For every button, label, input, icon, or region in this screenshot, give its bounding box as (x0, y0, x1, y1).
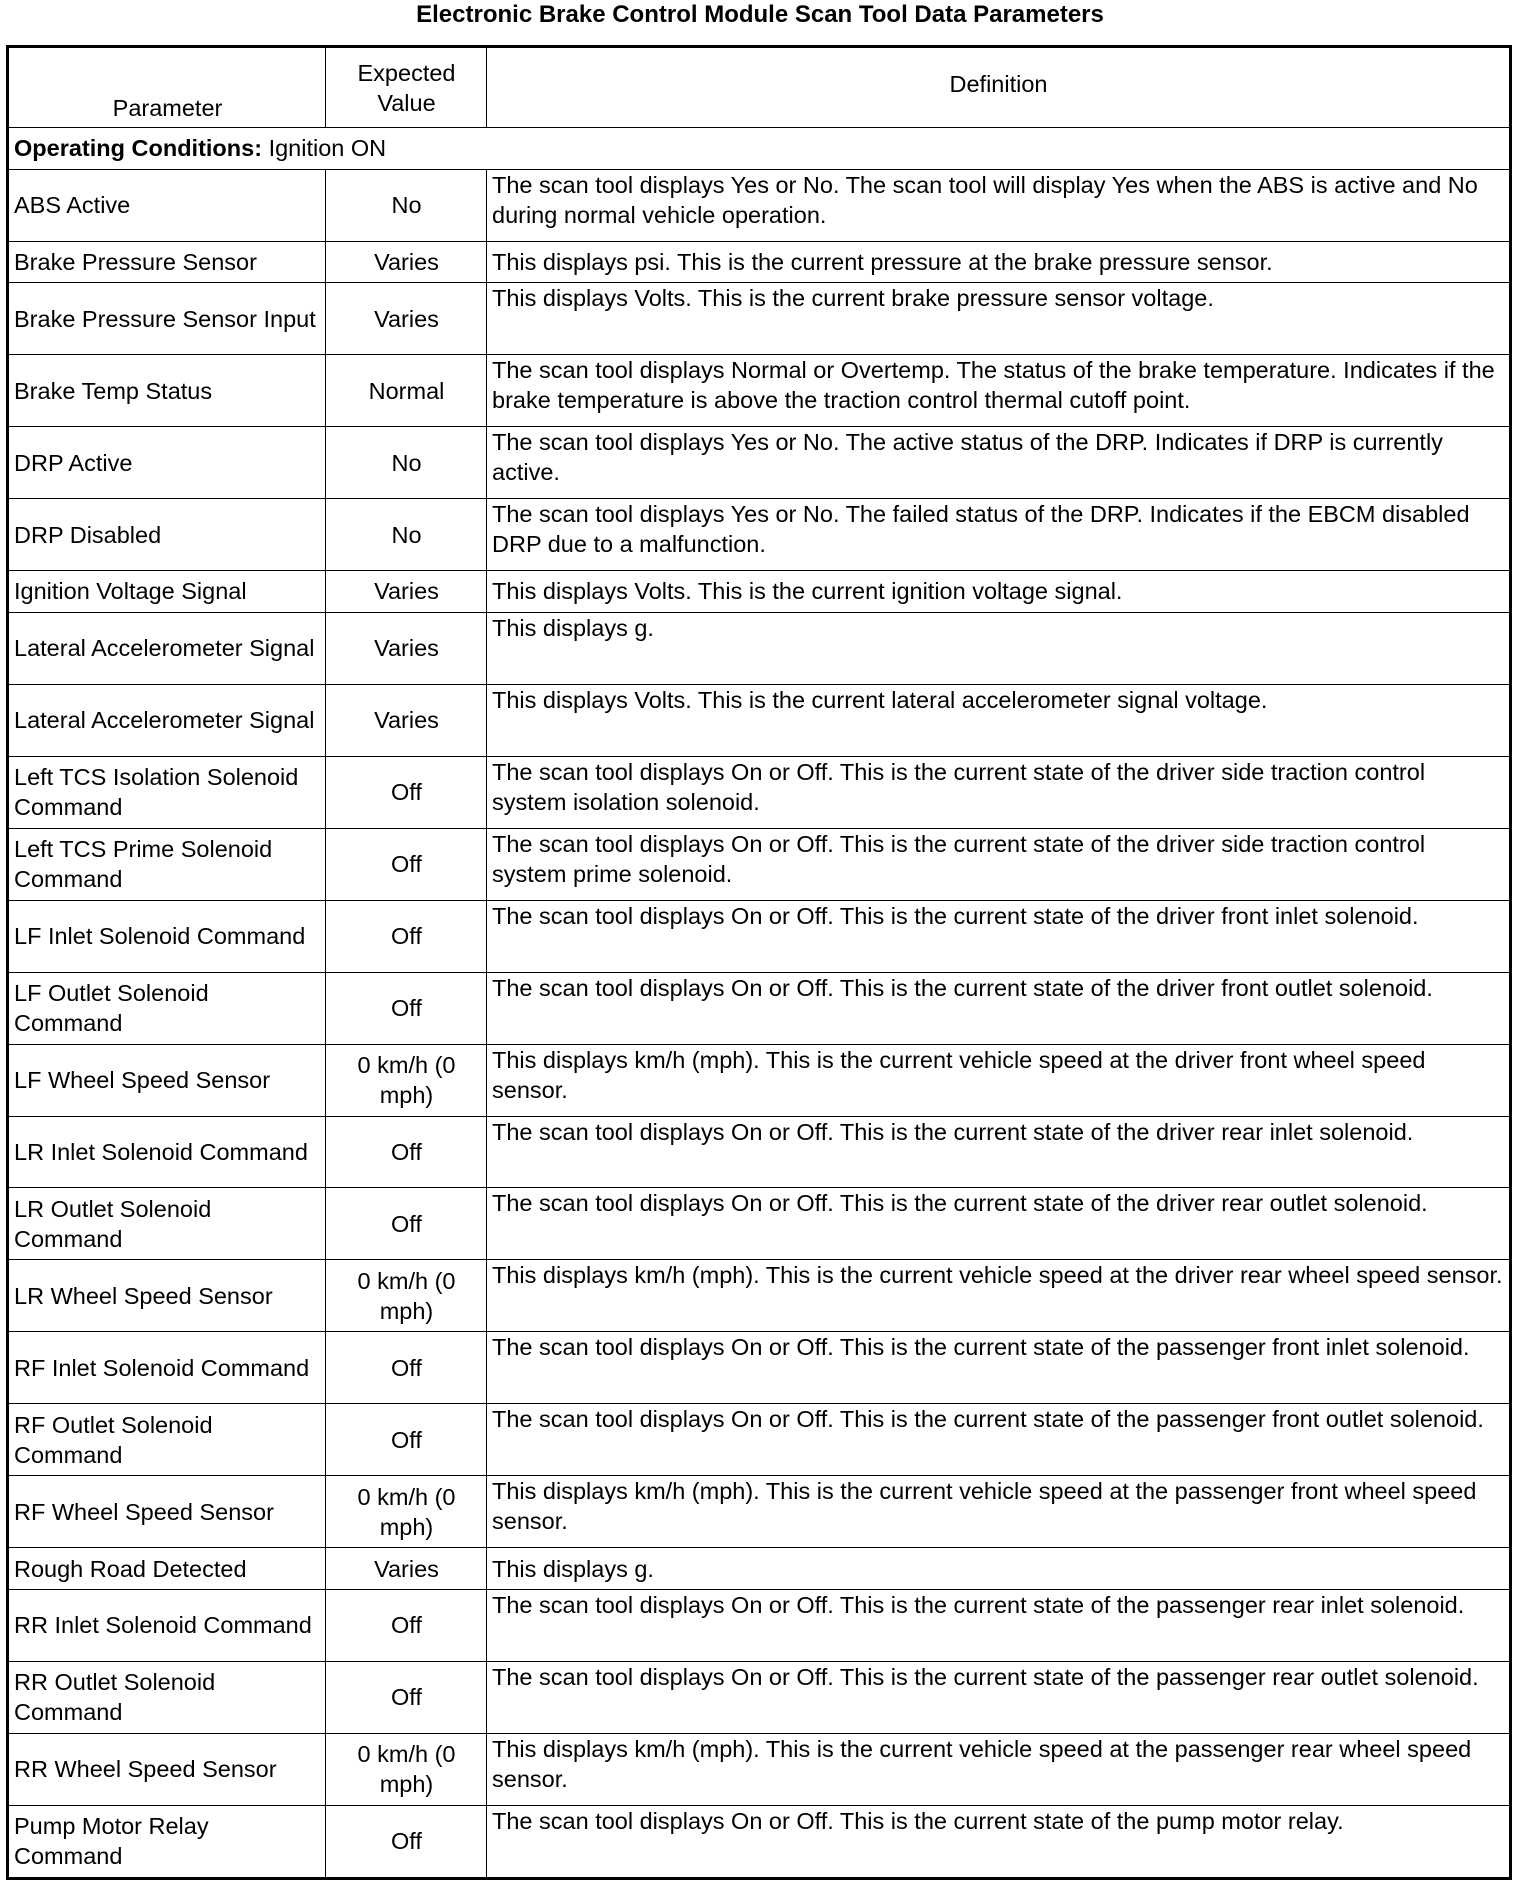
table-row (8, 283, 1511, 355)
parameter-cell: DRP Active (8, 427, 326, 499)
definition-cell: This displays km/h (mph). This is the current vehicle speed at the driver rear wheel speed sensor. (487, 1260, 1511, 1332)
definition-cell: The scan tool displays Yes or No. The scan tool will display Yes when the ABS is active and No during normal vehicle operation. (487, 169, 1511, 241)
header-expected-value: Expected Value (326, 47, 487, 128)
table-row (8, 1332, 1511, 1404)
parameter-cell: Left TCS Isolation Solenoid Command (8, 756, 326, 828)
parameter-cell: LR Outlet Solenoid Command (8, 1188, 326, 1260)
table-row (8, 1733, 1511, 1805)
parameter-cell: DRP Disabled (8, 499, 326, 571)
table-row (8, 499, 1511, 571)
table-row (8, 1116, 1511, 1188)
expected-value-cell: Off (326, 900, 487, 972)
table-row (8, 1476, 1511, 1548)
definition-cell: The scan tool displays On or Off. This is the current state of the passenger front outlet solenoid. (487, 1404, 1511, 1476)
expected-value-cell: Off (326, 1188, 487, 1260)
definition-cell: The scan tool displays Normal or Overtemp. The status of the brake temperature. Indicates if the brake temperature is above the traction control thermal cutoff point. (487, 355, 1511, 427)
table-row (8, 1548, 1511, 1590)
definition-cell: The scan tool displays On or Off. This is the current state of the passenger rear outlet solenoid. (487, 1661, 1511, 1733)
definition-cell: The scan tool displays On or Off. This is the current state of the driver front inlet solenoid. (487, 900, 1511, 972)
definition-cell: This displays psi. This is the current pressure at the brake pressure sensor. (487, 241, 1511, 283)
expected-value-cell: Off (326, 756, 487, 828)
table-row (8, 169, 1511, 241)
table-row (8, 1404, 1511, 1476)
definition-cell: The scan tool displays On or Off. This is the current state of the passenger front inlet solenoid. (487, 1332, 1511, 1404)
expected-value-cell: Varies (326, 283, 487, 355)
expected-value-cell: No (326, 427, 487, 499)
expected-value-cell: No (326, 499, 487, 571)
definition-cell: This displays g. (487, 1548, 1511, 1590)
document-title: Electronic Brake Control Module Scan Tool Data Parameters (416, 1, 1104, 28)
expected-value-cell: Off (326, 972, 487, 1044)
definition-cell: This displays Volts. This is the current lateral accelerometer signal voltage. (487, 684, 1511, 756)
table-row (8, 1589, 1511, 1661)
expected-value-cell: Varies (326, 241, 487, 283)
table-row (8, 756, 1511, 828)
definition-cell: This displays Volts. This is the current ignition voltage signal. (487, 571, 1511, 613)
table-row (8, 972, 1511, 1044)
expected-value-cell: Off (326, 1589, 487, 1661)
expected-value-cell: Varies (326, 571, 487, 613)
parameter-cell: LF Inlet Solenoid Command (8, 900, 326, 972)
table-row (8, 612, 1511, 684)
table-row (8, 571, 1511, 613)
table-row (8, 684, 1511, 756)
parameter-cell: RF Inlet Solenoid Command (8, 1332, 326, 1404)
definition-cell: This displays km/h (mph). This is the current vehicle speed at the passenger rear wheel speed sensor. (487, 1733, 1511, 1805)
expected-value-cell: 0 km/h (0 mph) (326, 1476, 487, 1548)
operating-conditions-value: Ignition ON (262, 135, 387, 162)
table-row (8, 900, 1511, 972)
definition-cell: This displays km/h (mph). This is the current vehicle speed at the passenger front wheel speed sensor. (487, 1476, 1511, 1548)
parameters-table (6, 45, 1512, 1880)
definition-cell: The scan tool displays Yes or No. The failed status of the DRP. Indicates if the EBCM disabled DRP due to a malfunction. (487, 499, 1511, 571)
expected-value-cell: Normal (326, 355, 487, 427)
parameter-cell: LF Outlet Solenoid Command (8, 972, 326, 1044)
expected-value-cell: Off (326, 1332, 487, 1404)
parameter-cell: RR Inlet Solenoid Command (8, 1589, 326, 1661)
table-row (8, 1044, 1511, 1116)
definition-cell: The scan tool displays Yes or No. The active status of the DRP. Indicates if DRP is currently active. (487, 427, 1511, 499)
definition-cell: The scan tool displays On or Off. This is the current state of the driver side traction control system prime solenoid. (487, 828, 1511, 900)
table-row (8, 1260, 1511, 1332)
parameter-cell: Left TCS Prime Solenoid Command (8, 828, 326, 900)
parameter-cell: Brake Pressure Sensor Input (8, 283, 326, 355)
parameter-cell: Lateral Accelerometer Signal (8, 612, 326, 684)
table-body (8, 128, 1511, 1879)
parameter-cell: LF Wheel Speed Sensor (8, 1044, 326, 1116)
expected-value-cell: Varies (326, 1548, 487, 1590)
definition-cell: The scan tool displays On or Off. This is the current state of the pump motor relay. (487, 1805, 1511, 1878)
table-row (8, 1661, 1511, 1733)
definition-cell: The scan tool displays On or Off. This is the current state of the driver front outlet solenoid. (487, 972, 1511, 1044)
definition-cell: This displays g. (487, 612, 1511, 684)
parameter-cell: Rough Road Detected (8, 1548, 326, 1590)
expected-value-cell: Off (326, 1661, 487, 1733)
header-parameter: Parameter (8, 47, 326, 128)
parameter-cell: Brake Temp Status (8, 355, 326, 427)
table-row (8, 1805, 1511, 1878)
operating-conditions-cell (8, 128, 1511, 170)
parameter-cell: Brake Pressure Sensor (8, 241, 326, 283)
parameter-cell: LR Wheel Speed Sensor (8, 1260, 326, 1332)
parameter-cell: ABS Active (8, 169, 326, 241)
table-row (8, 427, 1511, 499)
parameter-cell: Ignition Voltage Signal (8, 571, 326, 613)
parameter-cell: RF Wheel Speed Sensor (8, 1476, 326, 1548)
parameter-cell: Lateral Accelerometer Signal (8, 684, 326, 756)
expected-value-cell: No (326, 169, 487, 241)
expected-value-cell: Varies (326, 684, 487, 756)
table-row (8, 355, 1511, 427)
table-row (8, 828, 1511, 900)
expected-value-cell: 0 km/h (0 mph) (326, 1260, 487, 1332)
definition-cell: This displays Volts. This is the current brake pressure sensor voltage. (487, 283, 1511, 355)
definition-cell: The scan tool displays On or Off. This is the current state of the driver rear inlet solenoid. (487, 1116, 1511, 1188)
parameter-cell: RR Outlet Solenoid Command (8, 1661, 326, 1733)
table-row (8, 1188, 1511, 1260)
expected-value-cell: Off (326, 1404, 487, 1476)
expected-value-cell: 0 km/h (0 mph) (326, 1733, 487, 1805)
operating-conditions-label: Operating Conditions: (14, 135, 263, 162)
definition-cell: The scan tool displays On or Off. This is the current state of the passenger rear inlet solenoid. (487, 1589, 1511, 1661)
expected-value-cell: Varies (326, 612, 487, 684)
header-definition: Definition (487, 47, 1511, 128)
parameter-cell: RF Outlet Solenoid Command (8, 1404, 326, 1476)
table-header-row (8, 47, 1511, 128)
expected-value-cell: Off (326, 1805, 487, 1878)
parameter-cell: RR Wheel Speed Sensor (8, 1733, 326, 1805)
parameter-cell: LR Inlet Solenoid Command (8, 1116, 326, 1188)
definition-cell: The scan tool displays On or Off. This is the current state of the driver side traction control system isolation solenoid. (487, 756, 1511, 828)
table-row (8, 241, 1511, 283)
operating-conditions-row (8, 128, 1511, 170)
parameter-cell: Pump Motor Relay Command (8, 1805, 326, 1878)
definition-cell: This displays km/h (mph). This is the current vehicle speed at the driver front wheel speed sensor. (487, 1044, 1511, 1116)
definition-cell: The scan tool displays On or Off. This is the current state of the driver rear outlet solenoid. (487, 1188, 1511, 1260)
expected-value-cell: 0 km/h (0 mph) (326, 1044, 487, 1116)
expected-value-cell: Off (326, 828, 487, 900)
expected-value-cell: Off (326, 1116, 487, 1188)
